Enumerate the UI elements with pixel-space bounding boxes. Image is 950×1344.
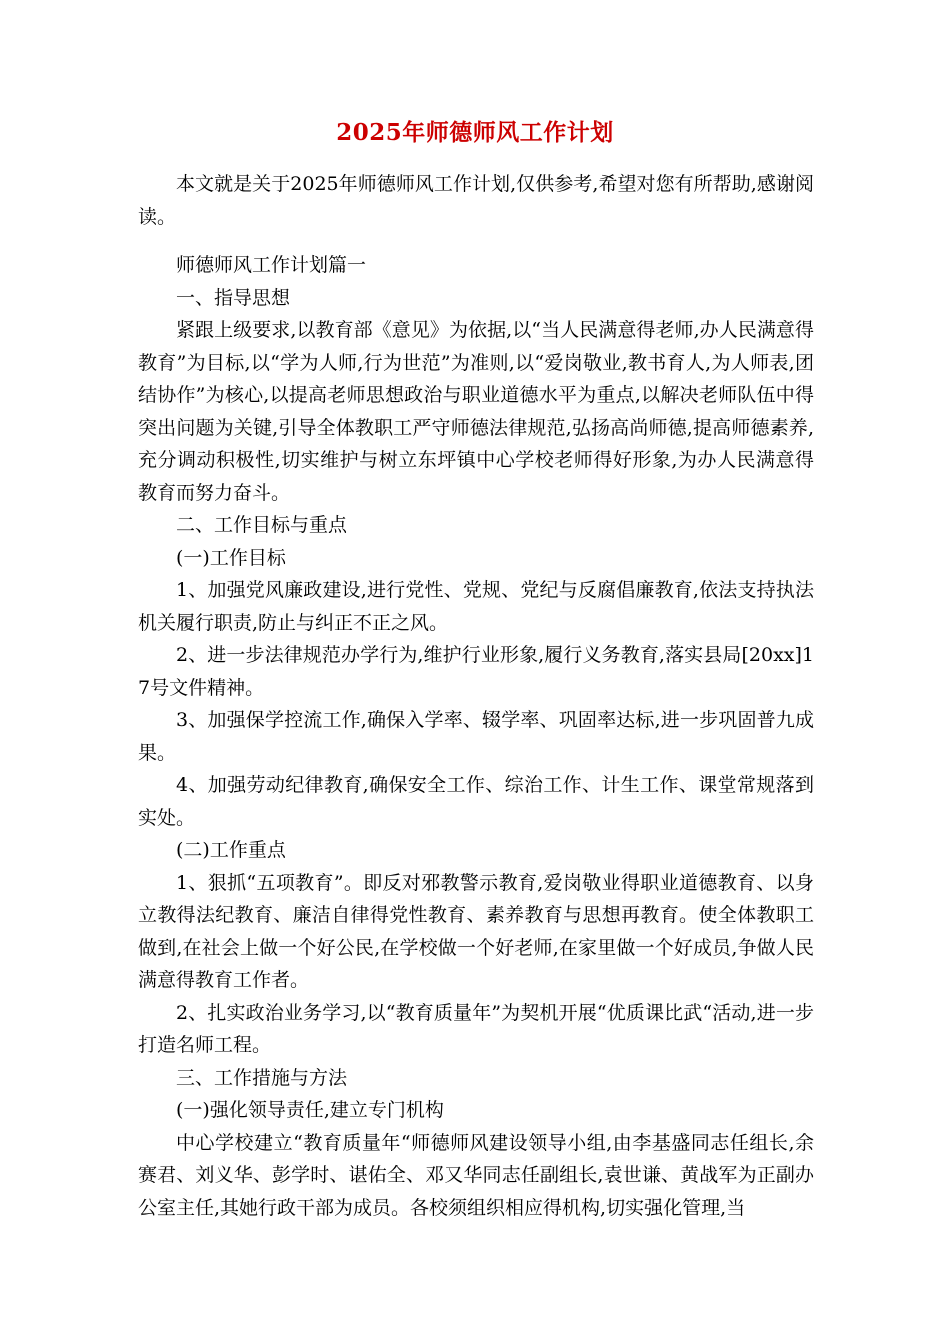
paragraph-gap — [138, 233, 814, 249]
heading-goals-and-focus: 二、工作目标与重点 — [176, 514, 348, 536]
paragraph-leadership-group: 中心学校建立“教育质量年“师德师风建设领导小组,由李基盛同志任组长,余赛君、刘义华、彭学时、谌佑全、邓又华同志任副组长,袁世谦、黄战军为正副办公室主任,其她行政干部为成员。各校须组织相应得机构,切实强化管理,当 — [138, 1131, 814, 1219]
paragraph-guiding-ideology: 紧跟上级要求,以教育部《意见》为依据,以“当人民满意得老师,办人民满意得教育”为目标,以“学为人师,行为世范”为准则,以“爱岗敬业,教书育人,为人师表,团结协作”为核心,以提高老师思想政治与职业道德水平为重点,以解决老师队伍中得突出问题为关键,引导全体教职工严守师德法律规范,弘扬高尚师德,提高师德素养,充分调动积极性,切实维护与树立东坪镇中心学校老师得好形象,为办人民满意得教育而努力奋斗。 — [138, 319, 814, 504]
goal-item-3: 3、加强保学控流工作,确保入学率、辍学率、巩固率达标,进一步巩固普九成果。 — [138, 709, 814, 764]
document-title: 2025年师德师风工作计划 — [336, 119, 614, 146]
goal-item-4: 4、加强劳动纪律教育,确保安全工作、综治工作、计生工作、课堂常规落到实处。 — [138, 774, 814, 829]
goal-item-2: 2、进一步法律规范办学行为,维护行业形象,履行义务教育,落实县局[20xx]17号文件精神。 — [138, 644, 814, 699]
subheading-work-focus: (二)工作重点 — [176, 839, 286, 861]
focus-item-1: 1、狠抓“五项教育”。即反对邪教警示教育,爱岗敬业得职业道德教育、以身立教得法纪教育、廉洁自律得党性教育、素养教育与思想再教育。使全体教职工做到,在社会上做一个好公民,在学校做一个好老师,在家里做一个好成员,争做人民满意得教育工作者。 — [138, 871, 814, 991]
goal-item-1: 1、加强党风廉政建设,进行党性、党规、党纪与反腐倡廉教育,依法支持执法机关履行职责,防止与纠正不正之风。 — [138, 579, 814, 634]
heading-guiding-ideology: 一、指导思想 — [176, 286, 291, 309]
heading-measures-and-methods: 三、工作措施与方法 — [176, 1066, 348, 1089]
subheading-leadership-responsibility: (一)强化领导责任,建立专门机构 — [176, 1099, 444, 1121]
focus-item-2: 2、扎实政治业务学习,以“教育质量年”为契机开展“优质课比武“活动,进一步打造名师工程。 — [138, 1001, 814, 1056]
section-title-plan-one: 师德师风工作计划篇一 — [176, 254, 367, 276]
intro-paragraph: 本文就是关于2025年师德师风工作计划,仅供参考,希望对您有所帮助,感谢阅读。 — [138, 173, 814, 228]
document-body — [138, 168, 814, 1224]
subheading-work-goals: (一)工作目标 — [176, 546, 286, 569]
